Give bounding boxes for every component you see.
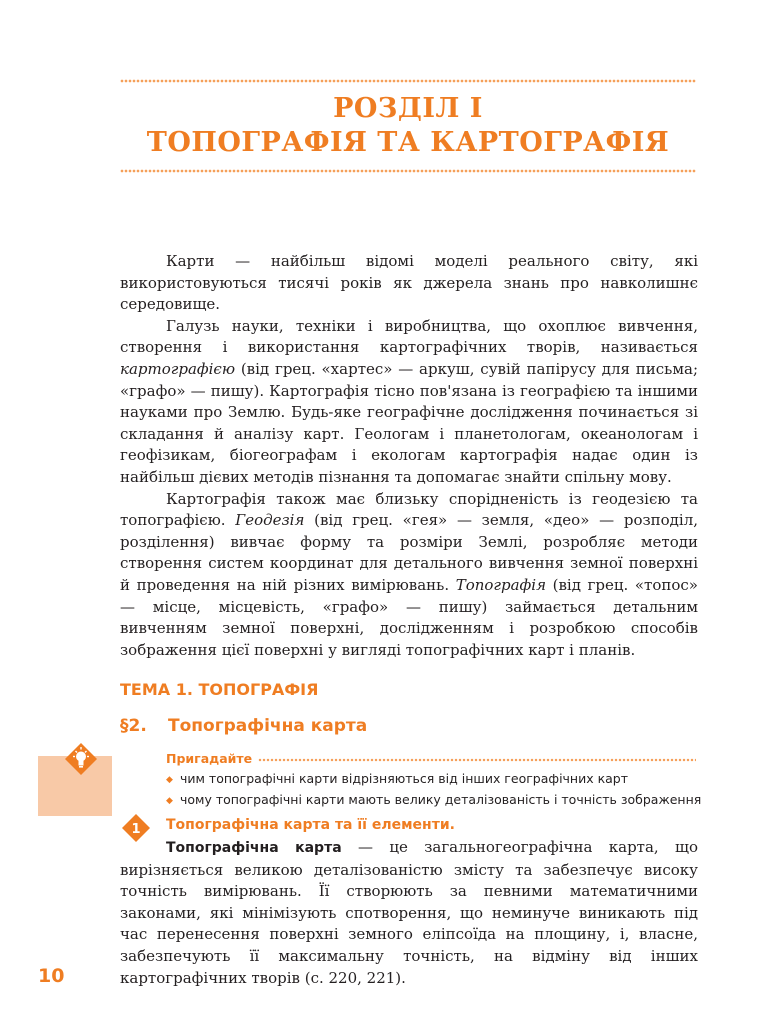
- remember-item: ◆ чим топографічні карти відрізняються від інших географічних карт: [166, 768, 701, 789]
- term-geodesy: Геодезія: [235, 511, 305, 530]
- bullet-icon: ◆: [166, 775, 173, 785]
- section-heading: Топографічна карта та її елементи.: [166, 817, 455, 833]
- chapter-title-line1: РОЗДІЛ І: [333, 93, 483, 124]
- intro-paragraph-3: Картографія також має близьку спорідненість із геодезією та топографією. Геодезія (від грец. «гея» — земля, «део» — розподіл, розділення) вивчає форму та розміри Землі, розробляє методи створення систем координат для детального вивчення земної поверхні й проведення на ній різних вимірювань. Топографія (від грец. «топос» — місце, місцевість, «графо» — пишу) займається детальним вивченням земної поверхні, дослідженням і розробкою способів зображення цієї поверхні у вигляді топографічних карт і планів.: [120, 489, 699, 659]
- remember-title: Пригадайте: [166, 751, 253, 766]
- paragraph-title: Топографічна карта: [168, 716, 368, 736]
- section-paragraph: Топографічна карта — це загальногеографічна карта, що вирізняється великою деталізованістю змісту та забезпечує високу точність вимірювань. Її створюють за певними математичними законами, які мінімізують спотворення, що неминуче виникають під час перенесення поверхні земного еліпсоїда на площину, і, власне, забезпечують її максимальну точність, на відміну від інших картографічних творів (с. 220, 221).: [120, 838, 699, 987]
- paragraph-heading: [120, 716, 367, 736]
- remember-item: ◆ чому топографічні карти мають велику деталізованість і точність зображення: [166, 789, 701, 810]
- theme-heading: ТЕМА 1. ТОПОГРАФІЯ: [120, 680, 319, 699]
- remember-dotted-rule: [258, 757, 696, 763]
- section-number: 1: [131, 822, 141, 837]
- lightbulb-icon: [64, 742, 98, 776]
- term-cartography: картографією: [120, 359, 236, 378]
- bottom-dotted-rule: [120, 168, 696, 174]
- page-number: 10: [38, 965, 65, 987]
- chapter-title: [120, 92, 696, 160]
- top-dotted-rule: [120, 78, 696, 84]
- remember-list: [166, 768, 701, 810]
- chapter-title-line2: ТОПОГРАФІЯ ТА КАРТОГРАФІЯ: [146, 127, 670, 158]
- term-topographic-map: Топографічна карта: [166, 840, 342, 856]
- paragraph-number: §2.: [120, 716, 147, 736]
- bullet-icon: ◆: [166, 796, 173, 806]
- intro-paragraph-2: Галузь науки, техніки і виробництва, що охоплює вивчення, створення і використання картографічних творів, називається картографією (від грец. «хартес» — аркуш, сувій папірусу для письма; «графо» — пишу). Картографія тісно пов'язана із географією та іншими науками про Землю. Будь-яке географічне дослідження починається зі складання й аналізу карт. Геологам і планетологам, океанологам і геофізикам, біогеографам і екологам картографія надає один із найбільш дієвих методів пізнання та допомагає знайти спільну мову.: [120, 316, 698, 486]
- intro-paragraph-1: Карти — найбільш відомі моделі реального світу, які використовуються тисячі років як джерела знань про навколишнє середовище.: [120, 252, 698, 314]
- term-topography: Топографія: [455, 575, 547, 594]
- intro-text: [120, 251, 698, 661]
- section-text: [120, 837, 698, 989]
